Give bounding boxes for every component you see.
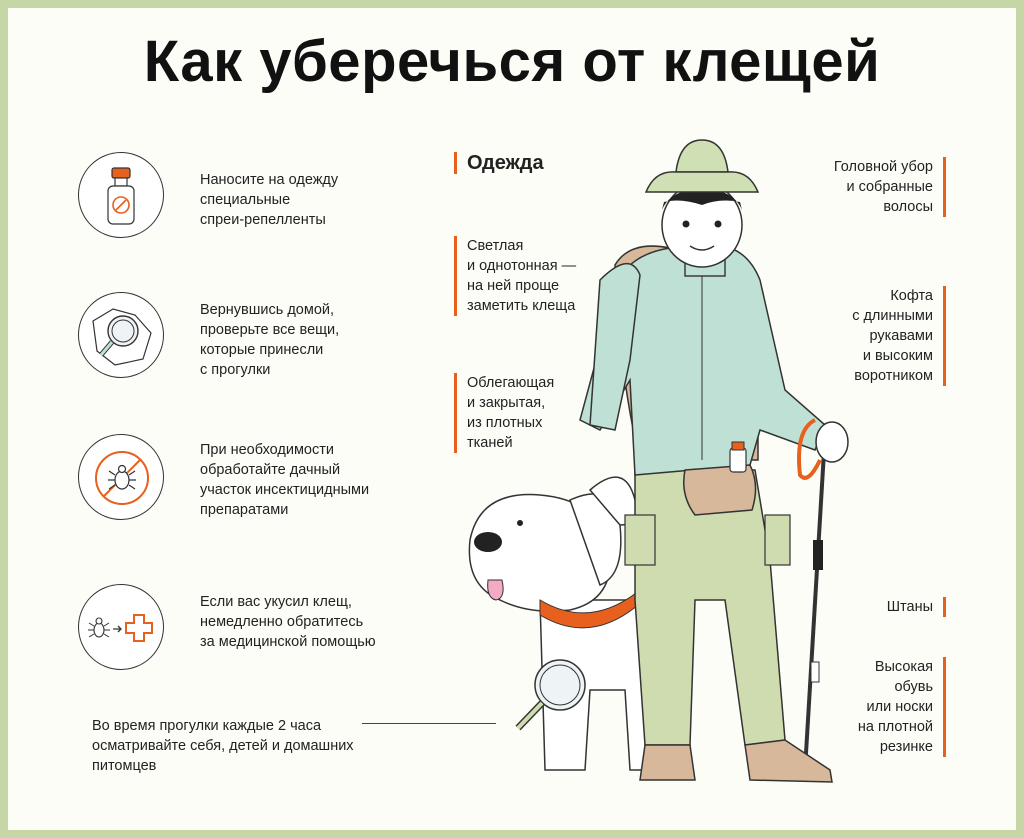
annotation-pants: Штаны bbox=[887, 597, 946, 617]
page-title: Как уберечься от клещей bbox=[143, 29, 881, 94]
annotation-jacket: Кофта с длинными рукавами и высоким воротником bbox=[852, 286, 946, 386]
repellent-spray-icon bbox=[78, 152, 164, 238]
annotation-headwear: Головной убор и собранные волосы bbox=[834, 157, 946, 217]
hiker-with-dog-illustration bbox=[440, 130, 860, 790]
annotation-light-clothes: Светлая и однотонная — на ней проще заметить клеща bbox=[454, 236, 576, 316]
magnifier-on-clothes-icon bbox=[78, 292, 164, 378]
tip-repellent-text: Наносите на одежду специальные спреи-репелленты bbox=[200, 172, 339, 228]
tick-to-medical-cross-icon bbox=[78, 584, 164, 670]
tip-check-things-text: Вернувшись домой, проверьте все вещи, которые принесли с прогулки bbox=[200, 302, 340, 378]
tip-inspect-every-2-hours-text: Во время прогулки каждые 2 часа осматривайте себя, детей и домашних питомцев bbox=[92, 718, 354, 774]
tip-tick-bite-text: Если вас укусил клещ, немедленно обратитесь за медицинской помощью bbox=[200, 594, 376, 650]
annotation-tight-clothes: Облегающая и закрытая, из плотных тканей bbox=[454, 373, 554, 453]
clothes-section-title: Одежда bbox=[454, 152, 544, 174]
annotation-shoes: Высокая обувь или носки на плотной резинке bbox=[858, 657, 946, 757]
tip-insecticide-text: При необходимости обработайте дачный участок инсектицидными препаратами bbox=[200, 442, 370, 518]
no-tick-icon bbox=[78, 434, 164, 520]
